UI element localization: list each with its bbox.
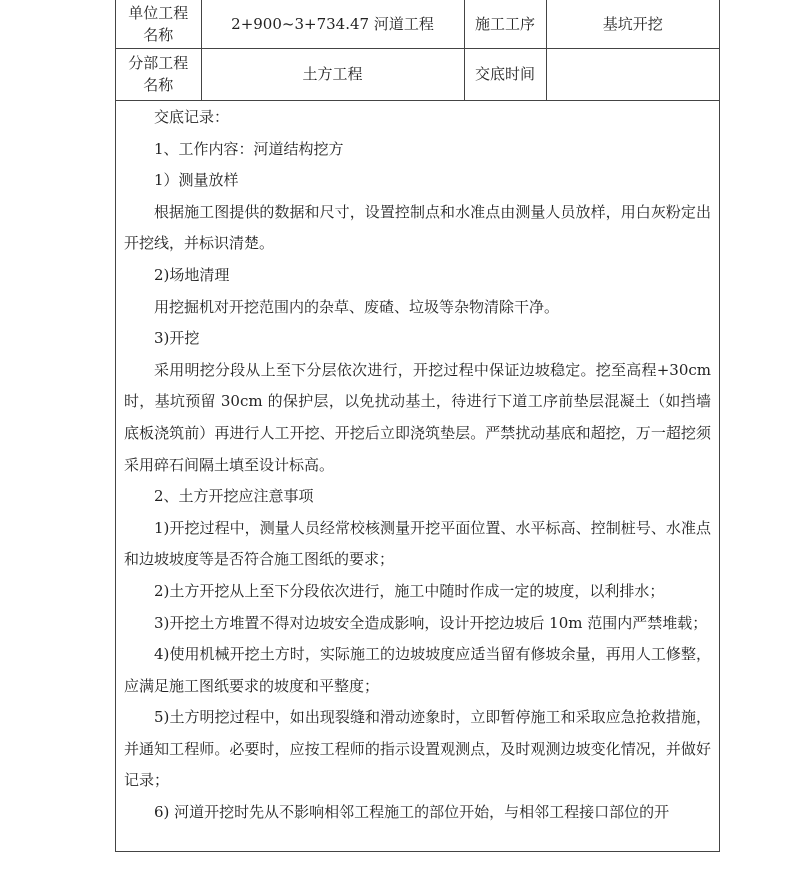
note-3: 3)开挖土方堆置不得对边坡安全造成影响，设计开挖边坡后 10m 范围内严禁堆载； (154, 613, 708, 632)
step-2-text: 用挖掘机对开挖范围内的杂草、废碴、垃圾等杂物清除干净。 (154, 297, 560, 316)
process-label: 施工工序 (464, 0, 546, 48)
time-value (546, 48, 719, 100)
step-1-heading: 1）测量放样 (154, 171, 239, 190)
disclosure-sheet (115, 0, 720, 852)
unit-label-line2: 名称 (143, 25, 174, 44)
sub-label-line1: 分部工程 (128, 54, 189, 72)
disclosure-record (116, 102, 719, 829)
section-2-heading: 2、土方开挖应注意事项 (154, 487, 314, 506)
sub-value: 土方工程 (201, 48, 464, 100)
time-label: 交底时间 (464, 48, 546, 100)
note-5: 5)土方明挖过程中，如出现裂缝和滑动迹象时，立即暂停施工和采取应急抢救措施，并通知工程师。必要时，应按工程师的指示设置观测点，及时观测边坡变化情况，并做好记录； (124, 708, 711, 790)
note-6: 6) 河道开挖时先从不影响相邻工程施工的部位开始，与相邻工程接口部位的开 (154, 803, 670, 822)
unit-value: 2+900~3+734.47 河道工程 (201, 0, 464, 48)
step-3-heading: 3)开挖 (154, 329, 200, 348)
unit-label-line1: 单位工程 (128, 3, 189, 22)
sub-label-cell (116, 48, 201, 100)
sub-label-line2: 名称 (143, 76, 174, 94)
section-1-heading: 1、工作内容：河道结构挖方 (154, 139, 344, 158)
step-3-text: 采用明挖分段从上至下分层依次进行，开挖过程中保证边坡稳定。挖至高程+30cm时，基坑预留 30cm 的保护层，以免扰动基土，待进行下道工序前垫层混凝土（如挡墙底板浇筑前）再进行人工开挖、开挖后立即浇筑垫层。严禁扰动基底和超挖，万一超挖须采用碎石间隔土填至设计标高。 (124, 360, 711, 474)
step-2-heading: 2)场地清理 (154, 265, 230, 284)
unit-label-cell (116, 0, 201, 48)
step-1-text: 根据施工图提供的数据和尺寸，设置控制点和水准点由测量人员放样，用白灰粉定出开挖线，并标识清楚。 (124, 202, 711, 253)
process-value: 基坑开挖 (546, 0, 719, 48)
header-table (116, 0, 719, 101)
note-4: 4)使用机械开挖土方时，实际施工的边坡坡度应适当留有修坡余量，再用人工修整，应满足施工图纸要求的坡度和平整度； (124, 645, 711, 695)
note-1: 1)开挖过程中，测量人员经常校核测量开挖平面位置、水平标高、控制桩号、水准点和边坡坡度等是否符合施工图纸的要求； (124, 518, 711, 569)
record-title: 交底记录： (154, 108, 230, 126)
note-2: 2)土方开挖从上至下分段依次进行，施工中随时作成一定的坡度，以利排水； (154, 581, 665, 600)
